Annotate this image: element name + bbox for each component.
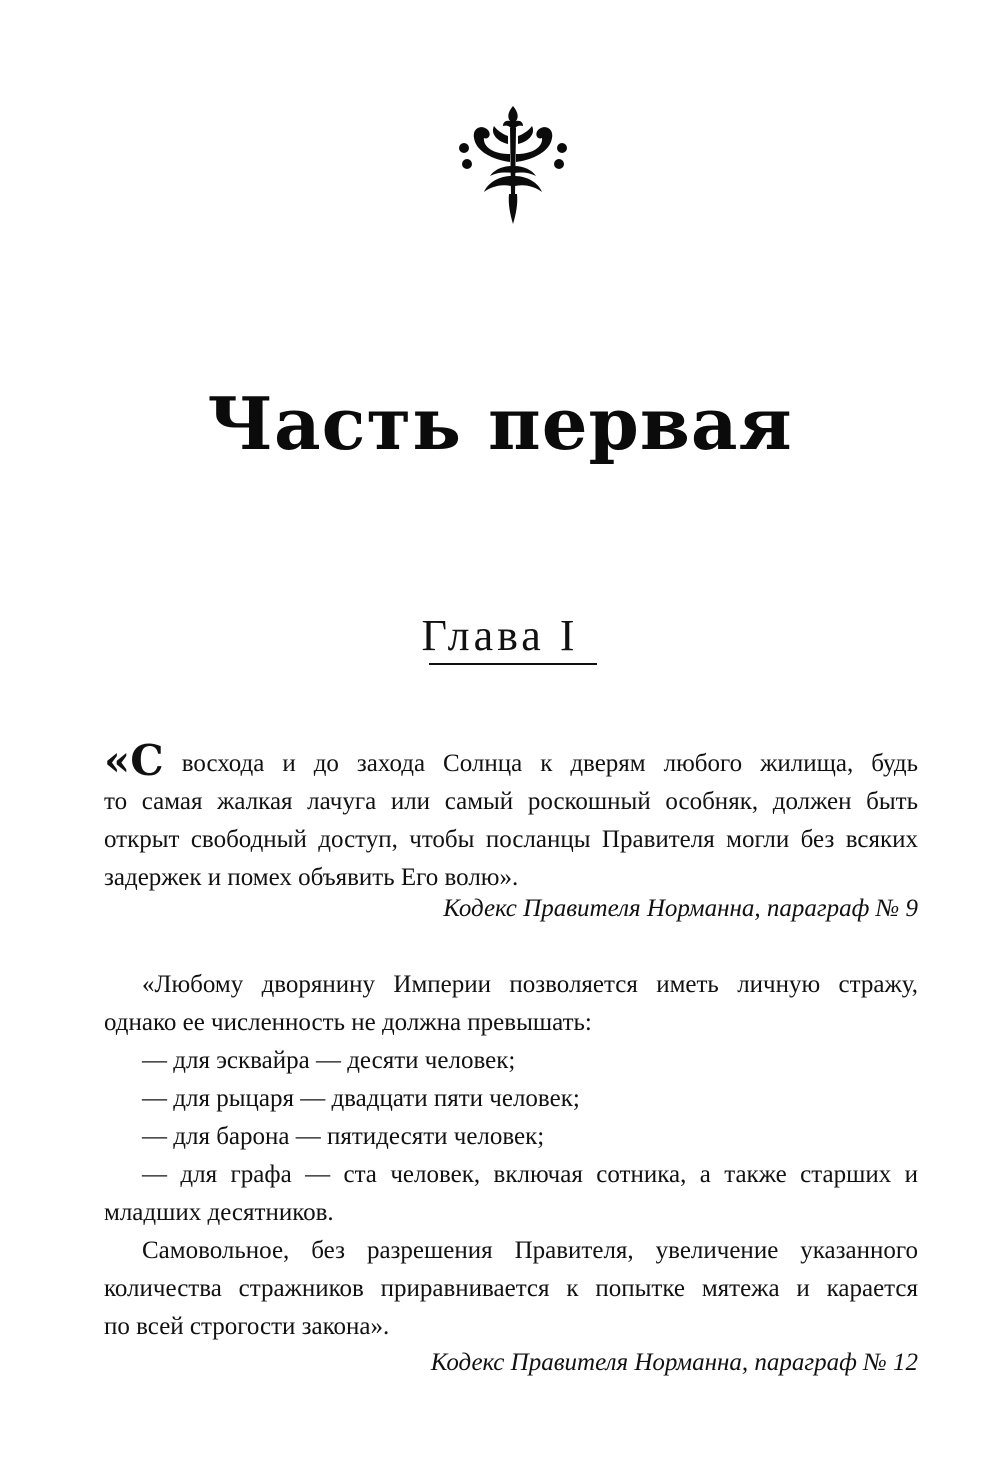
- epigraph-2-line-5: — для барона — пятидесяти человек;: [142, 1123, 545, 1150]
- dropcap-quote: «: [104, 736, 131, 785]
- part-title: Часть первая: [207, 381, 793, 466]
- chapter-title: Глава I: [421, 611, 579, 660]
- epigraph-1: [104, 736, 919, 897]
- epigraph-2-line-3: — для эсквайра — десяти человек;: [142, 1047, 516, 1074]
- dropcap-letter: С: [130, 736, 164, 785]
- epigraph-1-line-3: открыт свободный доступ, чтобы посланцы Правителя могли без всяких: [104, 826, 918, 853]
- epigraph-2-line-10: по всей строгости закона».: [104, 1313, 390, 1340]
- epigraph-2-line-9: количества стражников приравнивается к попытке мятежа и карается: [104, 1275, 918, 1302]
- epigraph-2-line-7: младших десятников.: [104, 1199, 334, 1226]
- epigraph-1-line-4: задержек и помех объявить Его волю».: [104, 864, 519, 891]
- chapter-underline: [429, 663, 597, 665]
- epigraph-2-line-4: — для рыцаря — двадцати пяти человек;: [142, 1085, 580, 1112]
- epigraph-2-line-8: Самовольное, без разрешения Правителя, увеличение указанного: [142, 1237, 918, 1264]
- epigraph-1-line-2: то самая жалкая лачуга или самый роскошный особняк, должен быть: [104, 788, 918, 815]
- epigraph-2: [104, 966, 918, 1346]
- epigraph-2-line-1: «Любому дворянину Империи позволяется иметь личную стражу,: [142, 971, 918, 998]
- floral-ornament: [450, 104, 576, 226]
- epigraph-2-line-6: — для графа — ста человек, включая сотника, а также старших и: [142, 1161, 918, 1188]
- epigraph-2-source: Кодекс Правителя Норманна, параграф № 12: [430, 1349, 918, 1376]
- epigraph-1-line-1: «С восхода и до захода Солнца к дверям любого жилища, будь: [104, 736, 919, 785]
- epigraph-1-source: Кодекс Правителя Норманна, параграф № 9: [443, 895, 918, 922]
- epigraph-2-line-2: однако ее численность не должна превышать:: [104, 1009, 592, 1036]
